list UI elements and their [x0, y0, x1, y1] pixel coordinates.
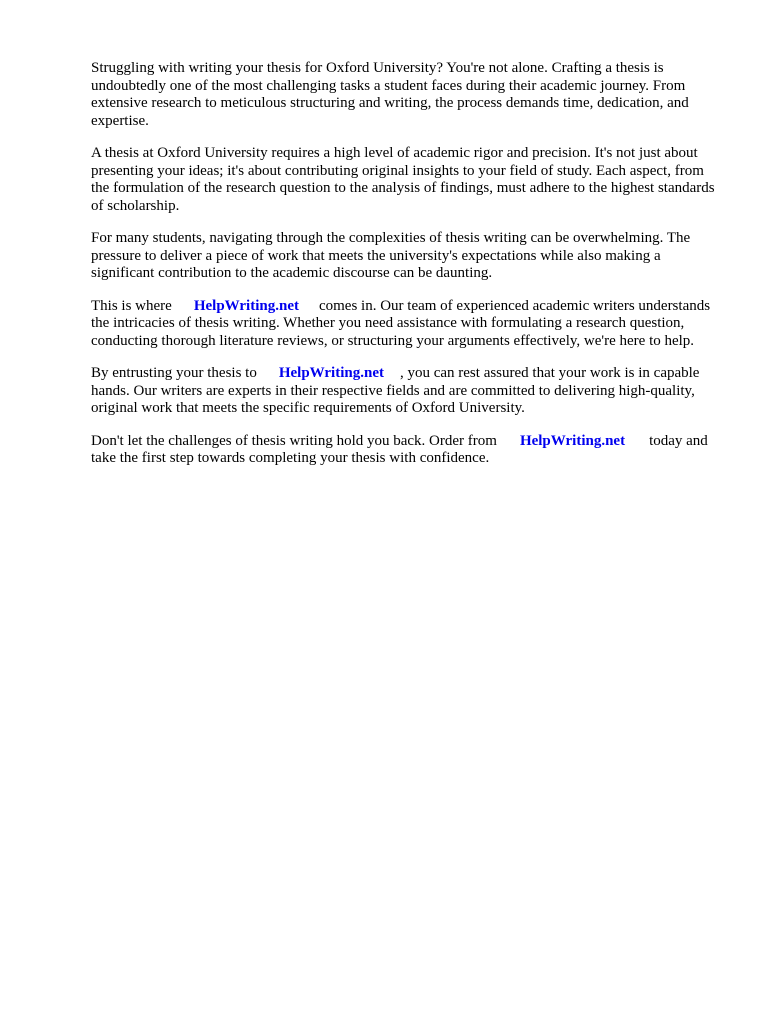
paragraph-challenges: For many students, navigating through the complexities of thesis writing can be overwhelming. The pressure to deliver a piece of work that meets the university's expectations while also making a significant contribution to the academic discourse can be daunting.: [91, 230, 691, 281]
helpwriting-link[interactable]: HelpWriting.net: [519, 432, 626, 449]
paragraph-text: Don't let the challenges of thesis writing hold you back. Order from: [91, 432, 497, 449]
paragraph-text: By entrusting your thesis to: [91, 365, 257, 381]
paragraph-text: comes in. Our team of experienced academic writers understands the intricacies of thesis writing. Whether you need assistance with formulating a research question, conducting thorough literature reviews, or structuring your arguments effectively, we're here to help.: [91, 297, 711, 349]
paragraph-call-to-action: [91, 433, 721, 468]
document-body: [91, 60, 721, 483]
paragraph-intro: Struggling with writing your thesis for Oxford University? You're not alone. Crafting a thesis is undoubtedly one of the most challenging tasks a student faces during their academic journey. From extensive research to meticulous structuring and writing, the process demands time, dedication, and expertise.: [91, 60, 689, 129]
paragraph-trust: [91, 365, 721, 418]
paragraph-text: , you can rest assured that your work is in capable hands. Our writers are experts in their respective fields and are committed to delivering high-quality, original work that meets the specific requirements of Oxford University.: [91, 365, 700, 416]
helpwriting-link[interactable]: HelpWriting.net: [193, 297, 299, 314]
helpwriting-link[interactable]: HelpWriting.net: [278, 365, 384, 381]
paragraph-requirements: A thesis at Oxford University requires a high level of academic rigor and precision. It's not just about presenting your ideas; it's about contributing original insights to your field of study. Each aspect, from the formulation of the research question to the analysis of findings, must adhere to the highest standards of scholarship.: [91, 145, 715, 214]
paragraph-service-intro: [91, 298, 721, 351]
paragraph-text: This is where: [91, 297, 172, 314]
paragraph-text: today and take the first step towards completing your thesis with confidence.: [91, 432, 708, 466]
